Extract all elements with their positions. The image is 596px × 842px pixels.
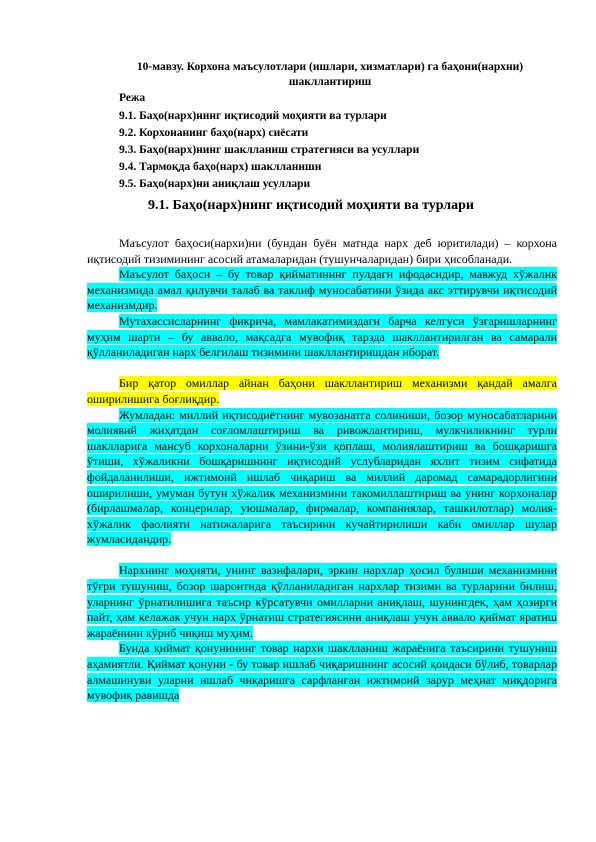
paragraph [87, 236, 557, 267]
paragraph-gap [87, 361, 557, 377]
plan-heading: Режа [119, 92, 146, 104]
paragraph-highlighted [87, 314, 557, 361]
plan-item: 9.1. Баҳо(нарх)нинг иқтисодий моҳияти ва турлари [119, 110, 387, 122]
paragraph-text: Бунда қиймат қонунининг товар нархи шаклланиш жараёнига таъсирини тушуниш аҳамиятли. Қиймат қонуни - бу товар ишлаб чиқаришнинг асосий қоидаси бўлиб, товарлар алмашинуви уларни ишлаб чиқаришга сарфланган ижтимоий зарур меҳнат миқдорига мувофиқ равишда [87, 641, 557, 703]
plan-item: 9.4. Тармоқда баҳо(нарх) шаклланиши [119, 161, 322, 173]
plan-item: 9.3. Баҳо(нарх)нинг шаклланиш стратегияси ва усуллари [119, 144, 420, 156]
paragraph-highlighted [87, 267, 557, 314]
plan-item: 9.2. Корхонанинг баҳо(нарх) сиёсати [119, 127, 309, 139]
body-text [87, 236, 557, 704]
plan-item: 9.5. Баҳо(нарх)ни аниқлаш усуллари [119, 178, 311, 190]
paragraph-highlighted [87, 563, 557, 641]
paragraph-text: Бир қатор омиллар айнан баҳони шакллантириш механизми қандай амалга оширилишига боғлиқдир. [87, 376, 557, 406]
paragraph-highlighted [87, 641, 557, 703]
paragraph-text: Мутахассисларнинг фикрича, мамлакатимиздаги барча келгуси ўзгаришларнинг муҳим шарти – бу аввало, мақсадга мувофиқ тарзда шакллантирилган ва самарали қўлланиладиган нарх белгилаш тизимини шакллантиришдан иборат. [87, 313, 557, 360]
document-title: 10-мавзу. Корхона маъсулотлари (ишлари, хизматлари) га баҳони(нархни) шакллантириш [136, 61, 524, 88]
paragraph-text: Нархнинг моҳияти, унинг вазифалари, эркин нархлар ҳосил булиши механизмини тўғри тушуниш, бозор шароитида қўлланиладиган нархлар тизими ва турларини билиш, уларнинг ўрнатилишига таъсир кўрсатувчи омилларни аниқлаш, шунингдек, ҳам ҳозирги пайт, ҳам келажак учун нарх ўрнатиш стратегиясини аниқлаш учун аввало қиймат яратиш жараёнини кўриб чиқиш муҳим. [87, 563, 557, 640]
paragraph-text: Маъсулот баҳоси(нархи)ни (бундан буён матнда нарх деб юритилади) – корхона иқтисодий тизимининг асосий атамаларидан (тушунчаларидан) бири ҳисобланади. [87, 236, 557, 266]
paragraph-text: Маъсулот баҳоси – бу товар қийматининг пулдаги ифодасидир, мавжуд хўжалик механизмида амал қилувчи талаб ва таклиф муносабатини ўзида акс эттирувчи иқтисодий механизмдир. [87, 267, 557, 313]
plan-list [119, 108, 419, 193]
paragraph-highlighted [87, 376, 557, 407]
section-heading: 9.1. Баҳо(нарх)нинг иқтисодий моҳияти ва турлари [148, 198, 474, 213]
paragraph-highlighted [87, 408, 557, 548]
paragraph-text: Жумладан: миллий иқтисодиётнинг мувозанатга солиниши, бозор муносабатларини молиявий жиҳатдан соғломлаштириш ва ривожлантириш, мулкчиликнинг турли шаклларига мансуб корхоналарни ўзини-ўзи қоплаш, молиялаштириш ва бошқаришга ўтиши, хўжаликни бошқаришнинг иқтисодий услубларидан яхлит тизим сифатида фойдаланилиши, ижтимоий ишлаб чиқариш ва миллий даромад самарадорлигини оширилиши, умуман бутун хўжалик механизмини такомиллаштириш ва унинг корхоналар (бирлашмалар, концернлар, уюшмалар, фирмалар, компаниялар, ташкилотлар) молия-хўжалик фаолияти натижаларига таъсирини кучайтирилиши каби омиллар шулар жумласидандир. [87, 407, 557, 547]
paragraph-gap [87, 548, 557, 564]
